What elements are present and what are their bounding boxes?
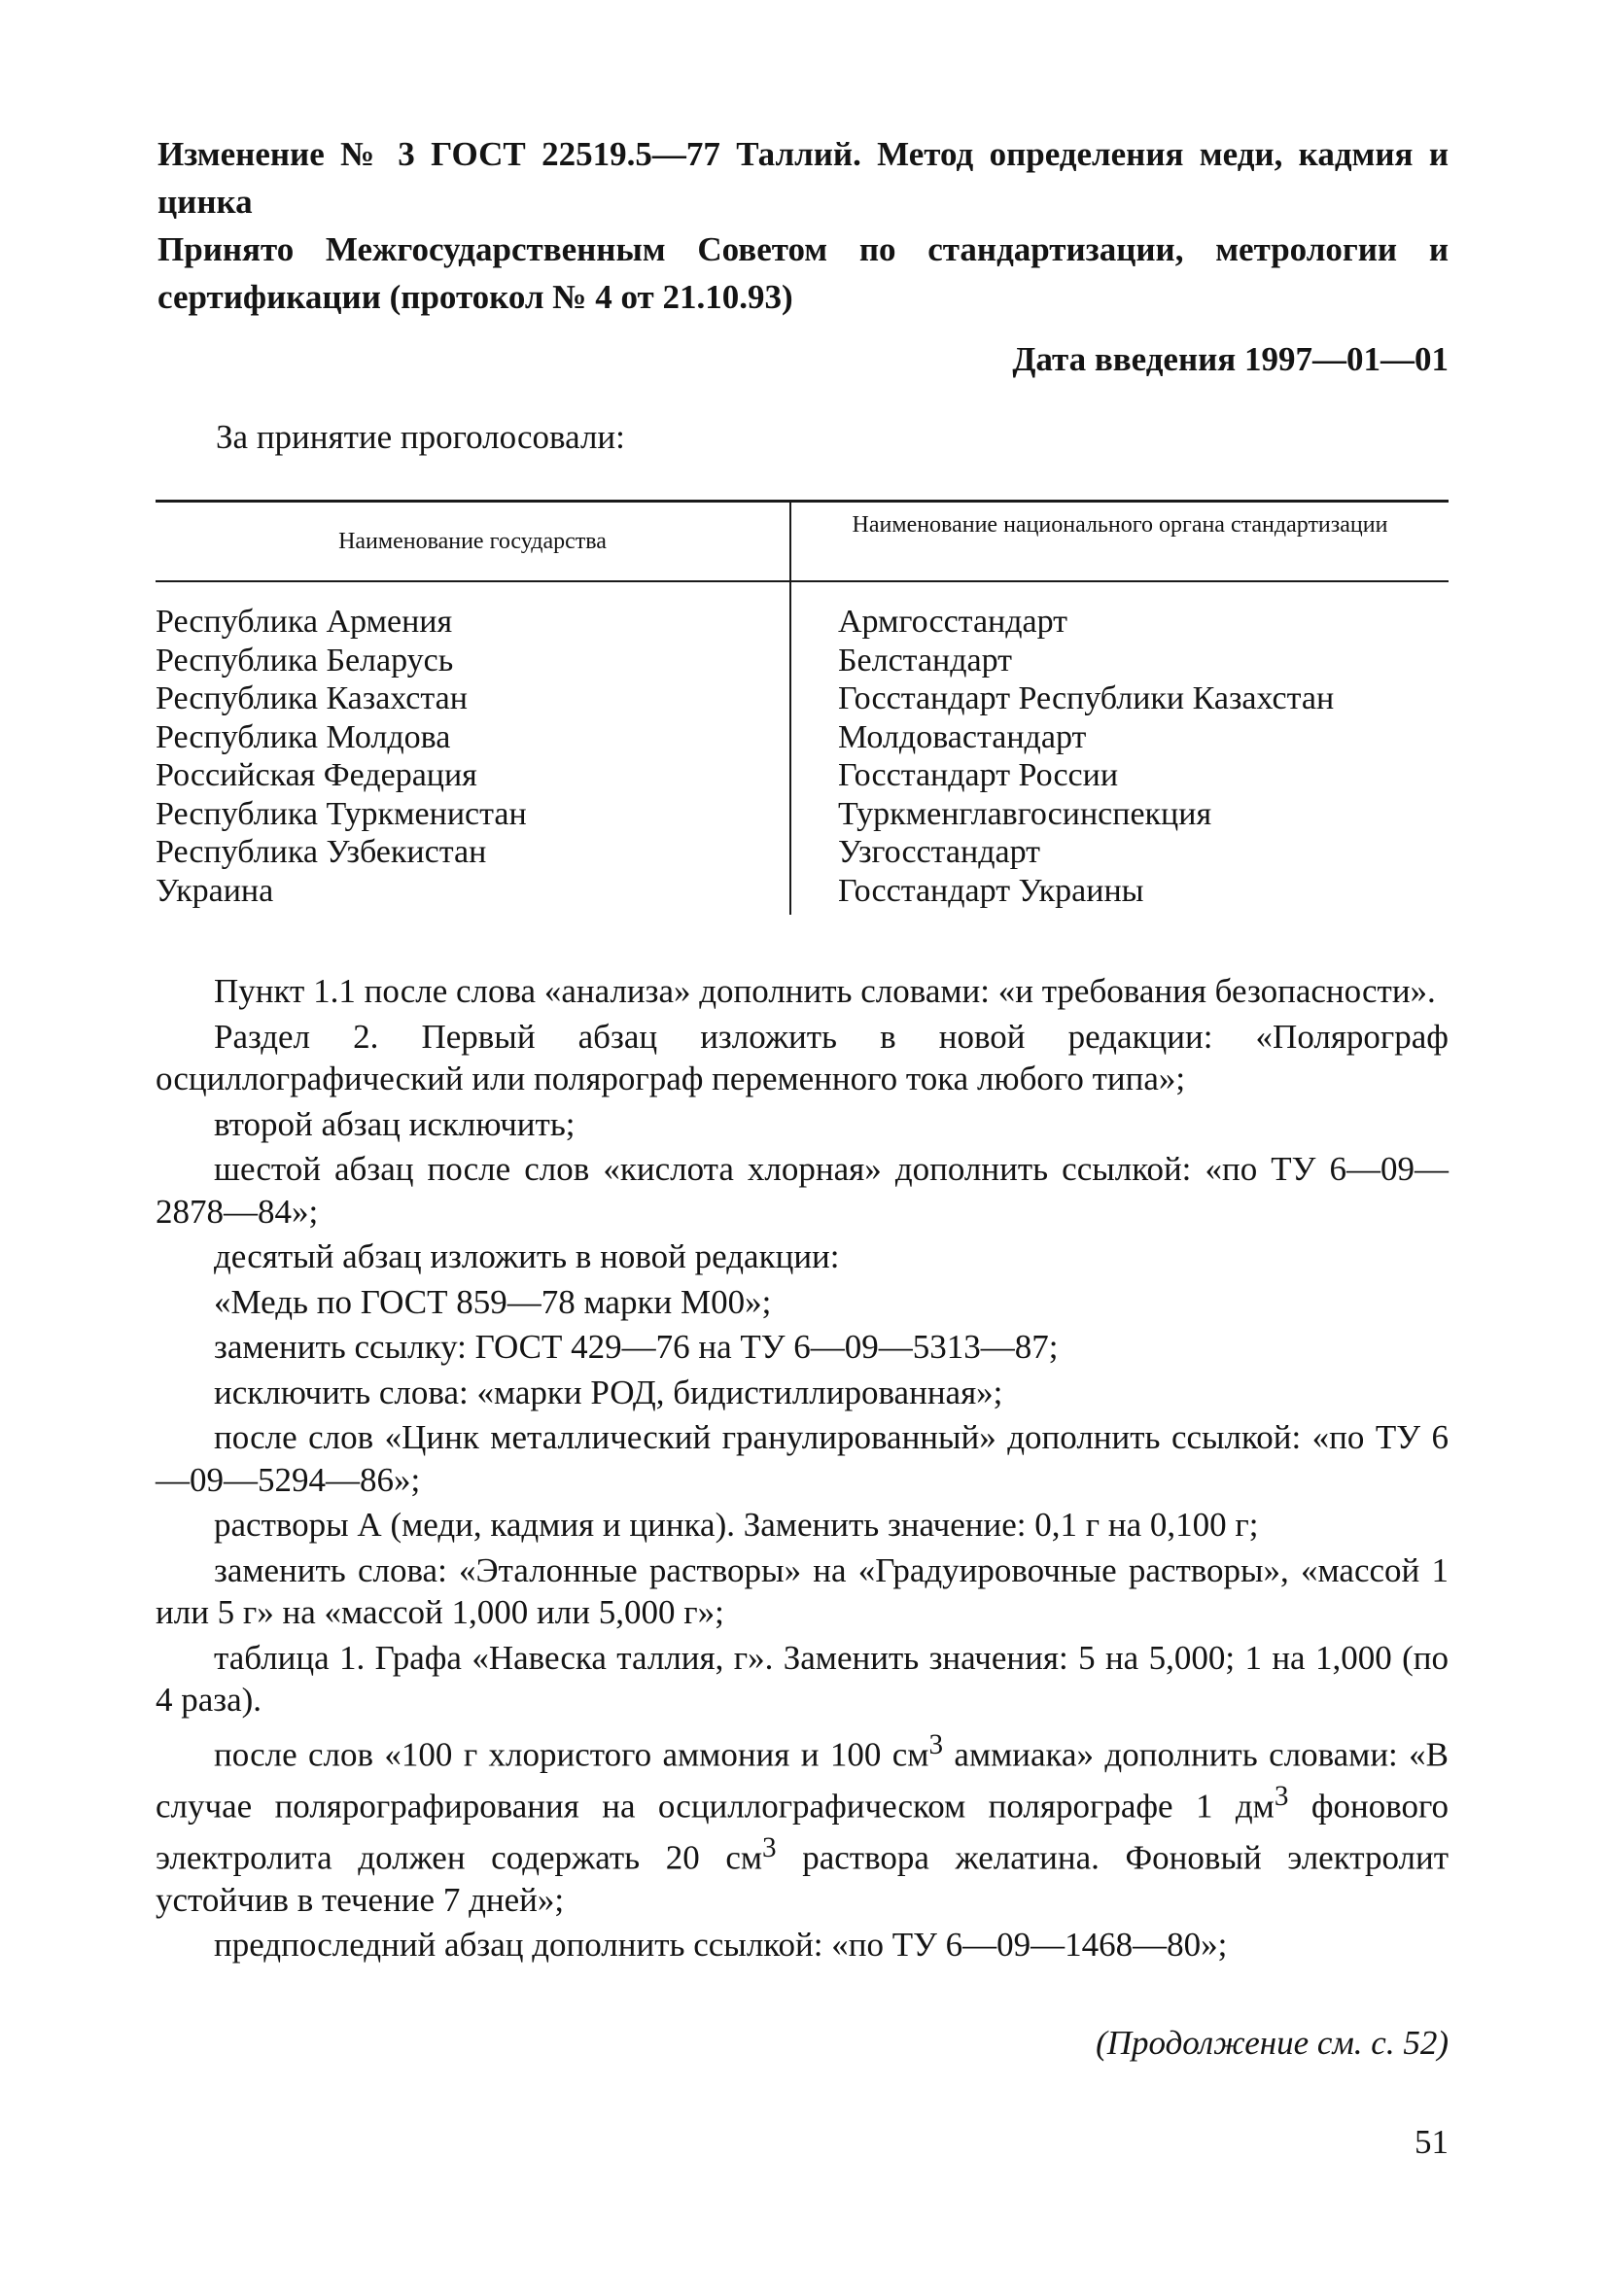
table-cell-state: Республика Молдова (156, 718, 451, 755)
paragraph: растворы А (меди, кадмия и цинка). Заменить значение: 0,1 г на 0,100 г; (214, 1506, 1259, 1544)
body-column (838, 603, 1334, 910)
continuation-note: (Продолжение см. с. 52) (1096, 2024, 1449, 2062)
table-cell-state: Республика Армения (156, 604, 453, 640)
table-top-rule (156, 500, 1449, 503)
paragraph: таблица 1. Графа «Навеска таллия, г». Заменить значения: 5 на 5,000; 1 на 1,000 (по 4 раза). (156, 1638, 1449, 1719)
table-cell-body: Госстандарт России (838, 757, 1119, 793)
table-column-divider (789, 500, 791, 915)
paragraph: после слов «Цинк металлический гранулированный» дополнить ссылкой: «по ТУ 6—09—5294—86»; (156, 1418, 1449, 1499)
table-cell-body: Белстандарт (838, 642, 1013, 678)
table-cell-state: Республика Казахстан (156, 680, 468, 716)
paragraph: Пункт 1.1 после слова «анализа» дополнить словами: «и требования безопасности». (214, 972, 1436, 1010)
paragraph: шестой абзац после слов «кислота хлорная» дополнить ссылкой: «по ТУ 6—09—2878—84»; (156, 1150, 1449, 1231)
paragraph: второй абзац исключить; (214, 1104, 576, 1143)
table-cell-state: Украина (156, 872, 274, 909)
table-cell-body: Госстандарт Республики Казахстан (838, 680, 1335, 716)
page-number: 51 (1415, 2123, 1449, 2161)
paragraph: исключить слова: «марки РОД, бидистиллированная»; (214, 1373, 1003, 1411)
text-run: аммиака» дополнить словами: «В случае полярографирования на осциллографическом полярографе 1 дм (156, 1735, 1450, 1826)
superscript: 3 (1274, 1780, 1289, 1812)
table-cell-body: Армгосстандарт (838, 604, 1068, 640)
paragraph: предпоследний абзац дополнить ссылкой: «по ТУ 6—09—1468—80»; (214, 1926, 1228, 1965)
superscript: 3 (928, 1728, 944, 1760)
paragraph: заменить ссылку: ГОСТ 429—76 на ТУ 6—09—5313—87; (214, 1328, 1059, 1366)
paragraph: десятый абзац изложить в новой редакции: (214, 1237, 840, 1275)
text-run: фонового электролита должен содержать 20 см (156, 1787, 1449, 1877)
table-header-state: Наименование государства (338, 529, 607, 554)
state-column (156, 603, 527, 910)
amendment-text (156, 970, 1449, 1969)
text-run: раствора желатина. Фоновый электролит устойчив в течение 7 дней»; (156, 1838, 1449, 1919)
paragraph: Раздел 2. Первый абзац изложить в новой редакции: «Полярограф осциллографический или полярограф переменного тока любого типа»; (156, 1017, 1449, 1097)
table-cell-state: Республика Узбекистан (156, 834, 487, 870)
table-cell-body: Молдовастандарт (838, 718, 1087, 755)
table-header-rule (156, 580, 1449, 582)
table-header-body: Наименование национального органа стандартизации (852, 512, 1388, 538)
paragraph: заменить слова: «Эталонные растворы» на «Градуировочные растворы», «массой 1 или 5 г» на «массой 1,000 или 5,000 г»; (156, 1550, 1449, 1631)
table-cell-body: Госстандарт Украины (838, 872, 1144, 909)
superscript: 3 (762, 1831, 777, 1863)
document-title: Изменение № 3 ГОСТ 22519.5—77 Таллий. Метод определения меди, кадмия и цинка (157, 135, 1449, 221)
table-cell-state: Российская Федерация (156, 757, 477, 793)
table-cell-body: Узгосстандарт (838, 834, 1041, 870)
voted-intro: За принятие проголосовали: (216, 418, 625, 456)
paragraph: «Медь по ГОСТ 859—78 марки М00»; (214, 1282, 772, 1321)
introduction-date: Дата введения 1997—01—01 (1012, 340, 1449, 378)
adoption-note: Принято Межгосударственным Советом по стандартизации, метрологии и сертификации (протокол № 4 от 21.10.93) (157, 230, 1449, 316)
table-cell-body: Туркменглавгосинспекция (838, 795, 1212, 832)
text-run: после слов «100 г хлористого аммония и 100 см (214, 1735, 929, 1774)
table-cell-state: Республика Беларусь (156, 642, 454, 678)
table-cell-state: Республика Туркменистан (156, 795, 527, 832)
paragraph-with-superscripts (156, 1724, 1449, 1922)
